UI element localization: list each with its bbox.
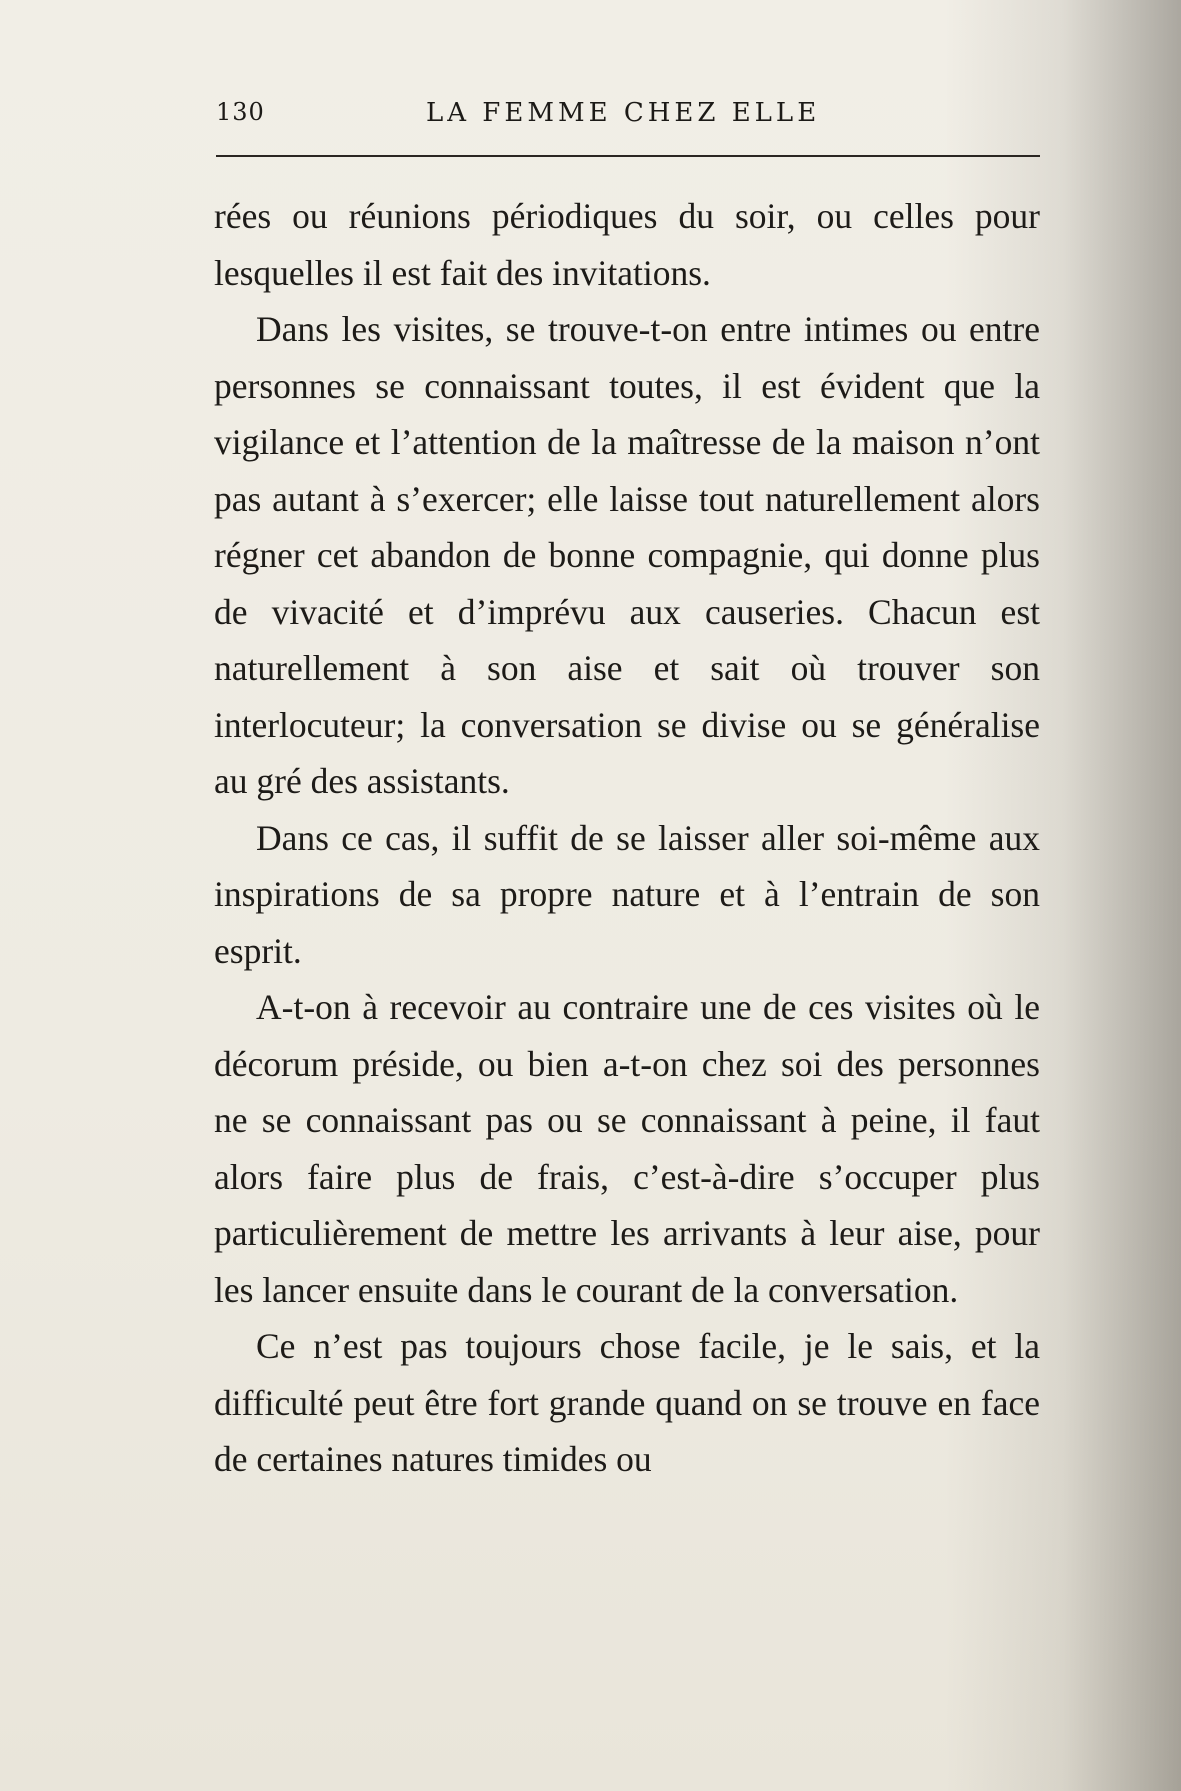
paragraph: Dans les visites, se trouve-t-on entre intimes ou entre personnes se connaissant toutes, il est évident que la vigilance et l’attention de la maîtresse de la maison n’ont pas autant à s’exercer; elle laisse tout naturellement alors régner cet abandon de bonne compagnie, qui donne plus de vivacité et d’imprévu aux causeries. Chacun est naturellement à son aise et sait où trouver son interlocuteur; la conversation se divise ou se généralise au gré des assistants. xyxy=(214,309,1040,801)
header-rule xyxy=(216,155,1040,157)
page-header xyxy=(216,98,1040,142)
paragraph: Ce n’est pas toujours chose facile, je le sais, et la difficulté peut être fort grande quand on se trouve en face de certaines natures timides ou xyxy=(214,1326,1040,1479)
running-title: LA FEMME CHEZ ELLE xyxy=(426,98,821,128)
paragraph: Dans ce cas, il suffit de se laisser aller soi-même aux inspirations de sa propre nature et à l’entrain de son esprit. xyxy=(214,817,1040,971)
page-body xyxy=(214,188,1040,1488)
paragraph-continued: rées ou réunions périodiques du soir, ou celles pour lesquelles il est fait des invitations. xyxy=(214,196,1040,293)
page-number: 130 xyxy=(216,98,265,126)
paragraph: A-t-on à recevoir au contraire une de ces visites où le décorum préside, ou bien a-t-on chez soi des personnes ne se connaissant pas ou se connaissant à peine, il faut alors faire plus de frais, c’est-à-dire s’occuper plus particulièrement de mettre les arrivants à leur aise, pour les lancer ensuite dans le courant de la conversation. xyxy=(214,987,1040,1310)
